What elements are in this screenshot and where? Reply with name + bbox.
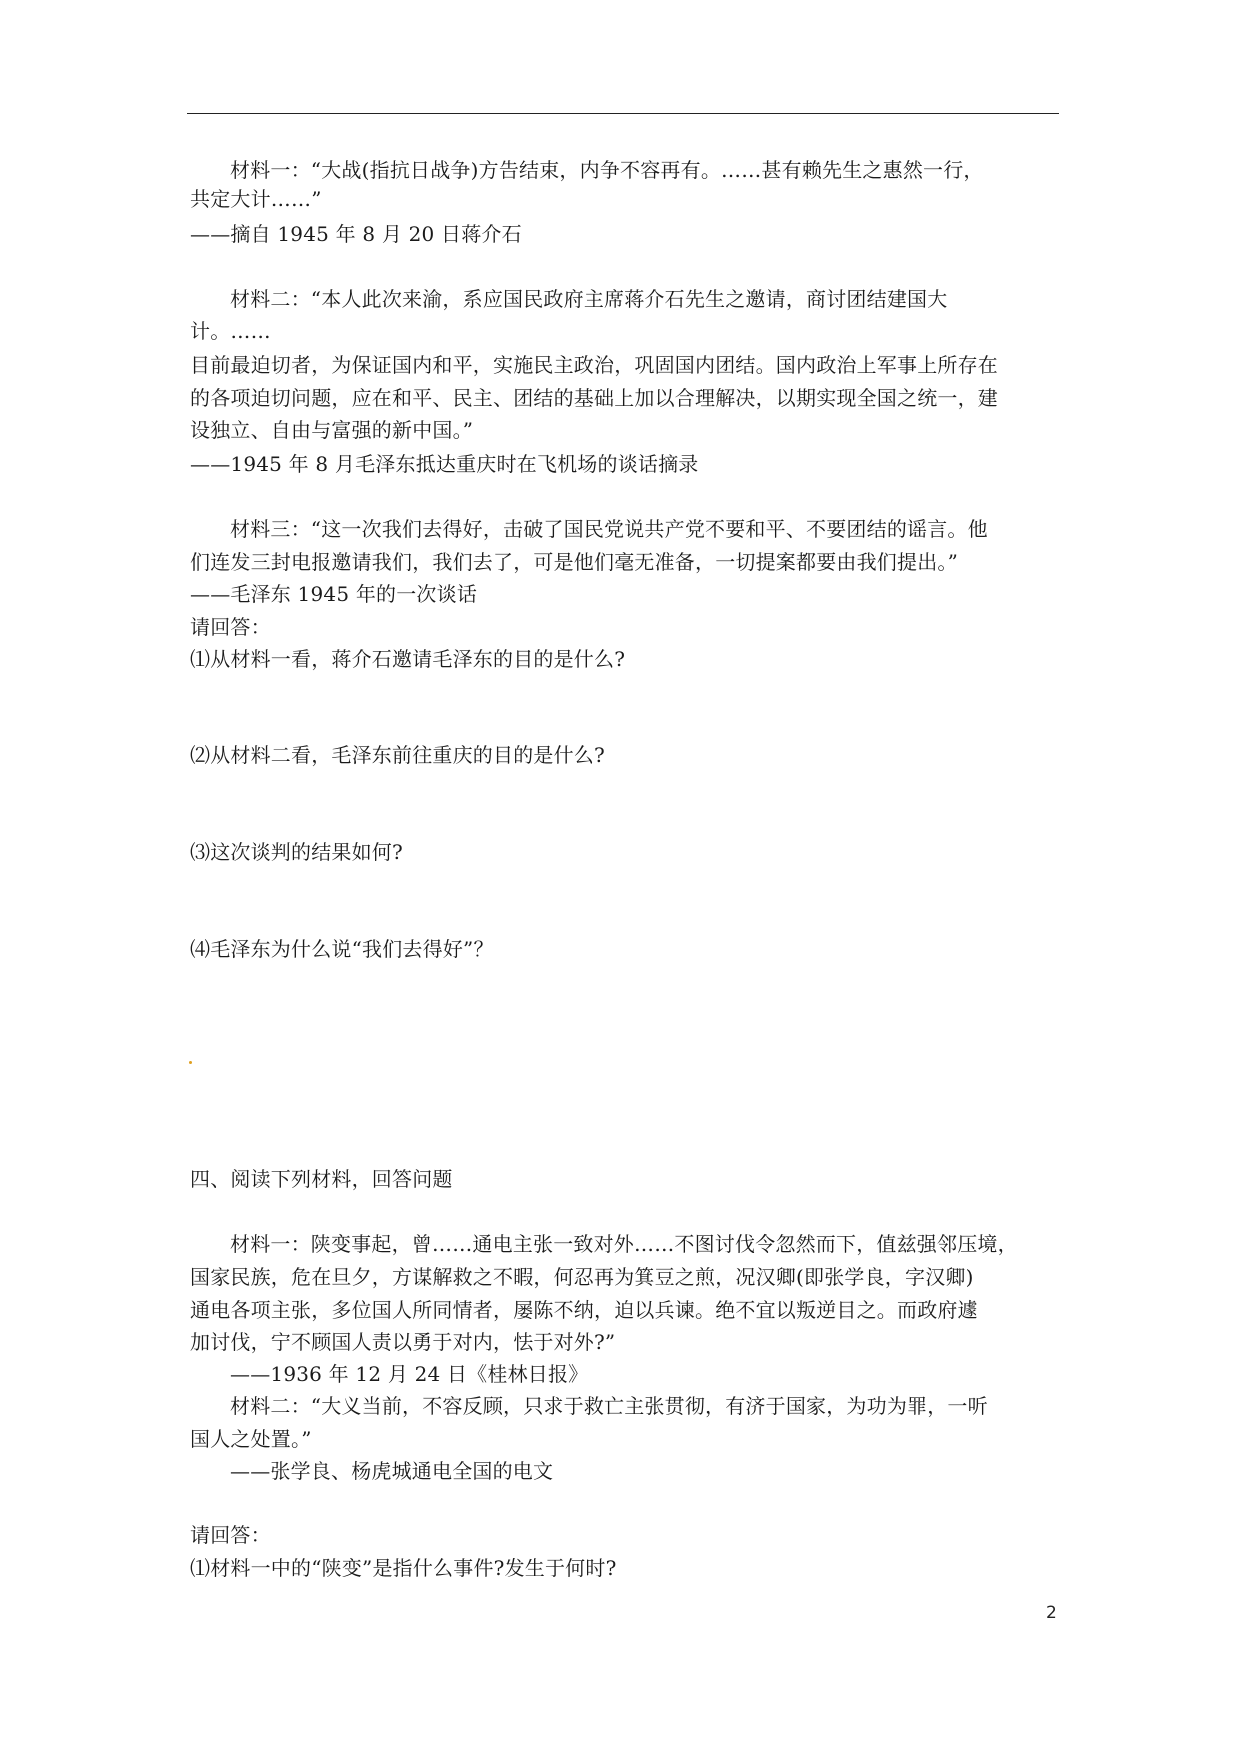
s4-question-1: ⑴材料一中的“陕变”是指什么事件?发生于何时? bbox=[190, 1556, 617, 1580]
s4-material2-line2: 国人之处置。” bbox=[190, 1427, 312, 1451]
s3-material2-line2: 计。…… bbox=[190, 319, 271, 343]
s3-material3-line1: 材料三：“这一次我们去得好，击破了国民党说共产党不要和平、不要团结的谣言。他 bbox=[230, 517, 988, 541]
s4-material1-line4: 加讨伐，宁不顾国人责以勇于对内，怯于对外?” bbox=[190, 1330, 616, 1354]
page-number: 2 bbox=[1046, 1603, 1057, 1623]
s4-prompt: 请回答： bbox=[190, 1523, 271, 1547]
s3-material3-source: ——毛泽东 1945 年的一次谈话 bbox=[190, 582, 478, 606]
s3-material2-line4: 的各项迫切问题，应在和平、民主、团结的基础上加以合理解决，以期实现全国之统一，建 bbox=[190, 386, 998, 410]
s3-question-3: ⑶这次谈判的结果如何? bbox=[190, 840, 403, 864]
s4-material1-source: ——1936 年 12 月 24 日《桂林日报》 bbox=[230, 1362, 589, 1386]
s4-material1-line1: 材料一：陕变事起，曾……通电主张一致对外……不图讨伐令忽然而下，值兹强邻压境， bbox=[230, 1232, 1018, 1256]
s3-material2-line1: 材料二：“本人此次来渝，系应国民政府主席蒋介石先生之邀请，商讨团结建国大 bbox=[230, 287, 948, 311]
s3-material2-source: ——1945 年 8 月毛泽东抵达重庆时在飞机场的谈话摘录 bbox=[190, 452, 699, 476]
s3-material1-line2: 共定大计……” bbox=[190, 187, 322, 211]
s3-material1-line1: 材料一：“大战(指抗日战争)方告结束，内争不容再有。……甚有赖先生之惠然一行， bbox=[230, 158, 984, 182]
s3-material2-line3: 目前最迫切者，为保证国内和平，实施民主政治，巩固国内团结。国内政治上军事上所存在 bbox=[190, 353, 998, 377]
s4-heading: 四、阅读下列材料，回答问题 bbox=[190, 1167, 453, 1191]
s3-material2-line5: 设独立、自由与富强的新中国。” bbox=[190, 418, 474, 442]
s4-material1-line2: 国家民族，危在旦夕，方谋解救之不暇，何忍再为箕豆之煎，况汉卿(即张学良，字汉卿) bbox=[190, 1265, 974, 1289]
s3-question-1: ⑴从材料一看，蒋介石邀请毛泽东的目的是什么? bbox=[190, 647, 626, 671]
s4-material2-source: ——张学良、杨虎城通电全国的电文 bbox=[230, 1459, 554, 1483]
s3-question-2: ⑵从材料二看，毛泽东前往重庆的目的是什么? bbox=[190, 743, 605, 767]
s4-material1-line3: 通电各项主张，多位国人所同情者，屡陈不纳，迫以兵谏。绝不宜以叛逆目之。而政府遽 bbox=[190, 1298, 978, 1322]
s3-prompt: 请回答： bbox=[190, 615, 271, 639]
s3-question-4: ⑷毛泽东为什么说“我们去得好”？ bbox=[190, 937, 494, 961]
header-rule bbox=[187, 113, 1059, 114]
stray-mark bbox=[189, 1061, 192, 1064]
s4-material2-line1: 材料二：“大义当前，不容反顾，只求于救亡主张贯彻，有济于国家，为功为罪，一听 bbox=[230, 1394, 988, 1418]
s3-material1-source: ——摘自 1945 年 8 月 20 日蒋介石 bbox=[190, 222, 522, 246]
s3-material3-line2: 们连发三封电报邀请我们，我们去了，可是他们毫无准备，一切提案都要由我们提出。” bbox=[190, 550, 959, 574]
